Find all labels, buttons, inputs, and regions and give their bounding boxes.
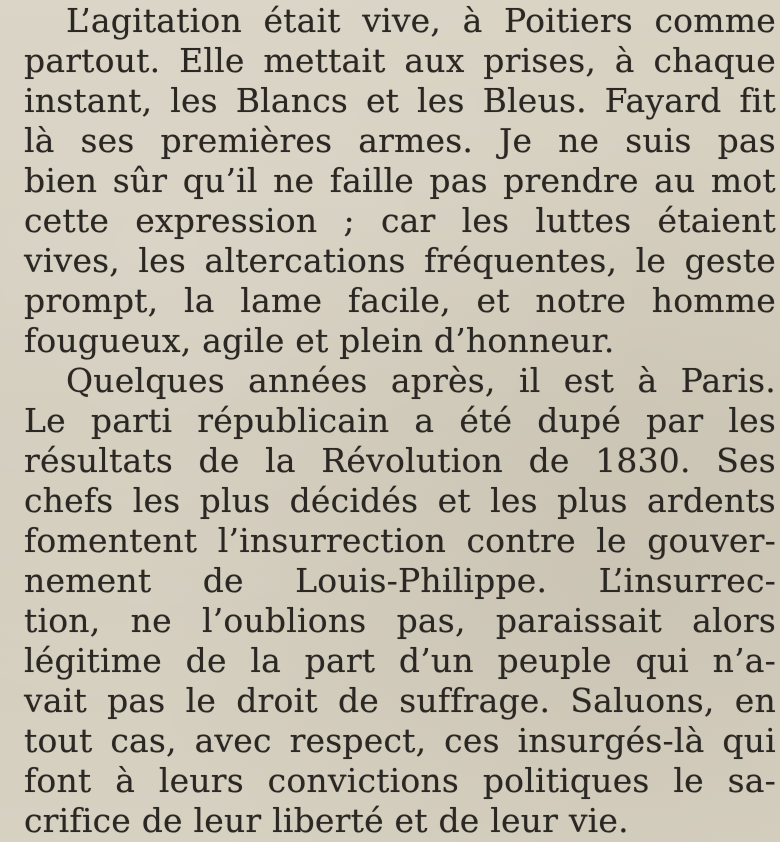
word: les (461, 201, 510, 240)
word: de (337, 681, 380, 720)
word: Elle (179, 41, 245, 80)
word: car (380, 201, 436, 240)
word: leurs (158, 761, 244, 800)
word: et (365, 81, 400, 120)
word: de (438, 801, 480, 840)
word: de (198, 441, 240, 480)
word: armes. (358, 121, 474, 160)
word: l’oublions (201, 601, 367, 640)
word: pas (429, 161, 488, 200)
word: la (265, 441, 296, 480)
word: insurgés-là (517, 721, 705, 760)
text-line-15 (0, 561, 780, 601)
word: en (734, 681, 776, 720)
word: plein (339, 321, 424, 360)
word: fougueux, (24, 321, 192, 360)
word: altercations (204, 241, 406, 280)
text-line-9 (0, 321, 780, 361)
word: le (673, 761, 704, 800)
text-line-2 (0, 41, 780, 81)
text-line-4 (0, 121, 780, 161)
word: Bleus. (482, 81, 587, 120)
word: Poitiers (504, 1, 633, 40)
word: peuple (497, 641, 612, 680)
word: notre (535, 281, 627, 320)
word: agile (202, 321, 285, 360)
word: gouver- (647, 521, 776, 560)
word: prendre (503, 161, 639, 200)
text-line-17 (0, 641, 780, 681)
word: n’a- (712, 641, 776, 680)
word: suis (625, 121, 692, 160)
word: faille (329, 161, 414, 200)
word: ne (273, 161, 315, 200)
word: Paris. (680, 361, 776, 400)
word: été (459, 401, 513, 440)
word: de (141, 801, 183, 840)
word: Saluons, (570, 681, 715, 720)
word: fit (739, 81, 776, 120)
word: là (24, 121, 55, 160)
word: et (295, 321, 329, 360)
word: crifice (24, 801, 131, 840)
word: facile, (347, 281, 451, 320)
word: qu’il (182, 161, 258, 200)
word: contre (466, 521, 576, 560)
word: ne (130, 601, 172, 640)
word: expression (135, 201, 318, 240)
text-line-21 (0, 801, 780, 841)
word: et (476, 281, 510, 320)
word: les (138, 241, 187, 280)
text-line-10 (0, 361, 780, 401)
word: parti (90, 401, 173, 440)
word: plus (199, 481, 271, 520)
word: plus (557, 481, 628, 520)
word: homme (651, 281, 776, 320)
word: de (528, 441, 570, 480)
word: L’insurrec- (598, 561, 776, 600)
word: vive, (362, 1, 442, 40)
word: instant, (24, 81, 153, 120)
word: les (132, 481, 181, 520)
word: avec (194, 721, 272, 760)
word: il (518, 361, 541, 400)
word: droit (236, 681, 318, 720)
word: pas (107, 681, 166, 720)
word: ne (558, 121, 600, 160)
word: d’honneur. (433, 321, 615, 360)
word: pas, (396, 601, 466, 640)
word: les (417, 81, 465, 120)
word: mettait (263, 41, 386, 80)
text-line-14 (0, 521, 780, 561)
word: à (462, 1, 483, 40)
text-line-1 (0, 1, 780, 41)
word: de (185, 641, 227, 680)
word: paraissait (495, 601, 662, 640)
word: alors (692, 601, 776, 640)
word: partout. (24, 41, 161, 80)
word: Blancs (235, 81, 349, 120)
text-line-20 (0, 761, 780, 801)
word: luttes (535, 201, 632, 240)
word: est (563, 361, 615, 400)
word: ces (444, 721, 500, 760)
word: ; (343, 201, 355, 240)
word: à (637, 361, 658, 400)
word: sûr (112, 161, 168, 200)
text-line-12 (0, 441, 780, 481)
word: Quelques (66, 361, 225, 400)
word: chefs (24, 481, 114, 520)
text-line-5 (0, 161, 780, 201)
word: bien (24, 161, 98, 200)
word: suffrage. (399, 681, 551, 720)
word: sa- (727, 761, 776, 800)
text-line-19 (0, 721, 780, 761)
word: qui (635, 641, 689, 680)
text-line-18 (0, 681, 780, 721)
word: le (635, 241, 667, 280)
word: Je (499, 121, 533, 160)
word: font (24, 761, 92, 800)
word: tion, (24, 601, 101, 640)
word: dupé (537, 401, 622, 440)
word: les (490, 481, 538, 520)
word: de (202, 561, 244, 600)
word: cette (24, 201, 110, 240)
word: respect, (289, 721, 427, 760)
text-line-7 (0, 241, 780, 281)
word: et (437, 481, 471, 520)
word: prompt, (24, 281, 159, 320)
word: part (304, 641, 376, 680)
word: le (185, 681, 217, 720)
word: fréquentes, (424, 241, 618, 280)
word: chaque (653, 41, 776, 80)
word: la (184, 281, 215, 320)
word: décidés (289, 481, 419, 520)
word: leur (490, 801, 559, 840)
word: la (250, 641, 281, 680)
word: geste (684, 241, 776, 280)
word: ardents (646, 481, 776, 520)
word: étaient (657, 201, 776, 240)
word: ses (80, 121, 135, 160)
word: républicain (197, 401, 390, 440)
word: Le (24, 401, 66, 440)
text-line-11 (0, 401, 780, 441)
word: pas (717, 121, 776, 160)
word: les (170, 81, 218, 120)
word: par (646, 401, 704, 440)
text-line-6 (0, 201, 780, 241)
word: d’un (398, 641, 474, 680)
text-line-8 (0, 281, 780, 321)
word: Fayard (604, 81, 722, 120)
word: l’insurrection (217, 521, 447, 560)
word: a (414, 401, 435, 440)
word: à (115, 761, 136, 800)
word: nement (24, 561, 152, 600)
word: premières (160, 121, 333, 160)
word: Ses (716, 441, 776, 480)
text-line-16 (0, 601, 780, 641)
word: comme (654, 1, 776, 40)
word: politiques (482, 761, 650, 800)
word: vives, (24, 241, 120, 280)
word: vait (24, 681, 87, 720)
word: tout (24, 721, 93, 760)
word: les (728, 401, 776, 440)
word: fomentent (24, 521, 198, 560)
word: le (596, 521, 627, 560)
word: vie. (568, 801, 629, 840)
text-line-3 (0, 81, 780, 121)
text-line-13 (0, 481, 780, 521)
word: 1830. (595, 441, 691, 480)
word: années (248, 361, 368, 400)
word: prises, (483, 41, 597, 80)
word: lame (240, 281, 323, 320)
word: cas, (110, 721, 177, 760)
word: L’agitation (66, 1, 242, 40)
word: Révolution (321, 441, 504, 480)
word: qui (722, 721, 776, 760)
word: convictions (267, 761, 460, 800)
word: mot (710, 161, 776, 200)
word: légitime (24, 641, 162, 680)
word: à (614, 41, 635, 80)
word: leur (193, 801, 262, 840)
word: liberté (272, 801, 384, 840)
word: après, (390, 361, 496, 400)
word: résultats (24, 441, 173, 480)
word: au (654, 161, 696, 200)
word: était (263, 1, 341, 40)
word: aux (404, 41, 465, 80)
word: et (394, 801, 428, 840)
word: Louis-Philippe. (295, 561, 548, 600)
